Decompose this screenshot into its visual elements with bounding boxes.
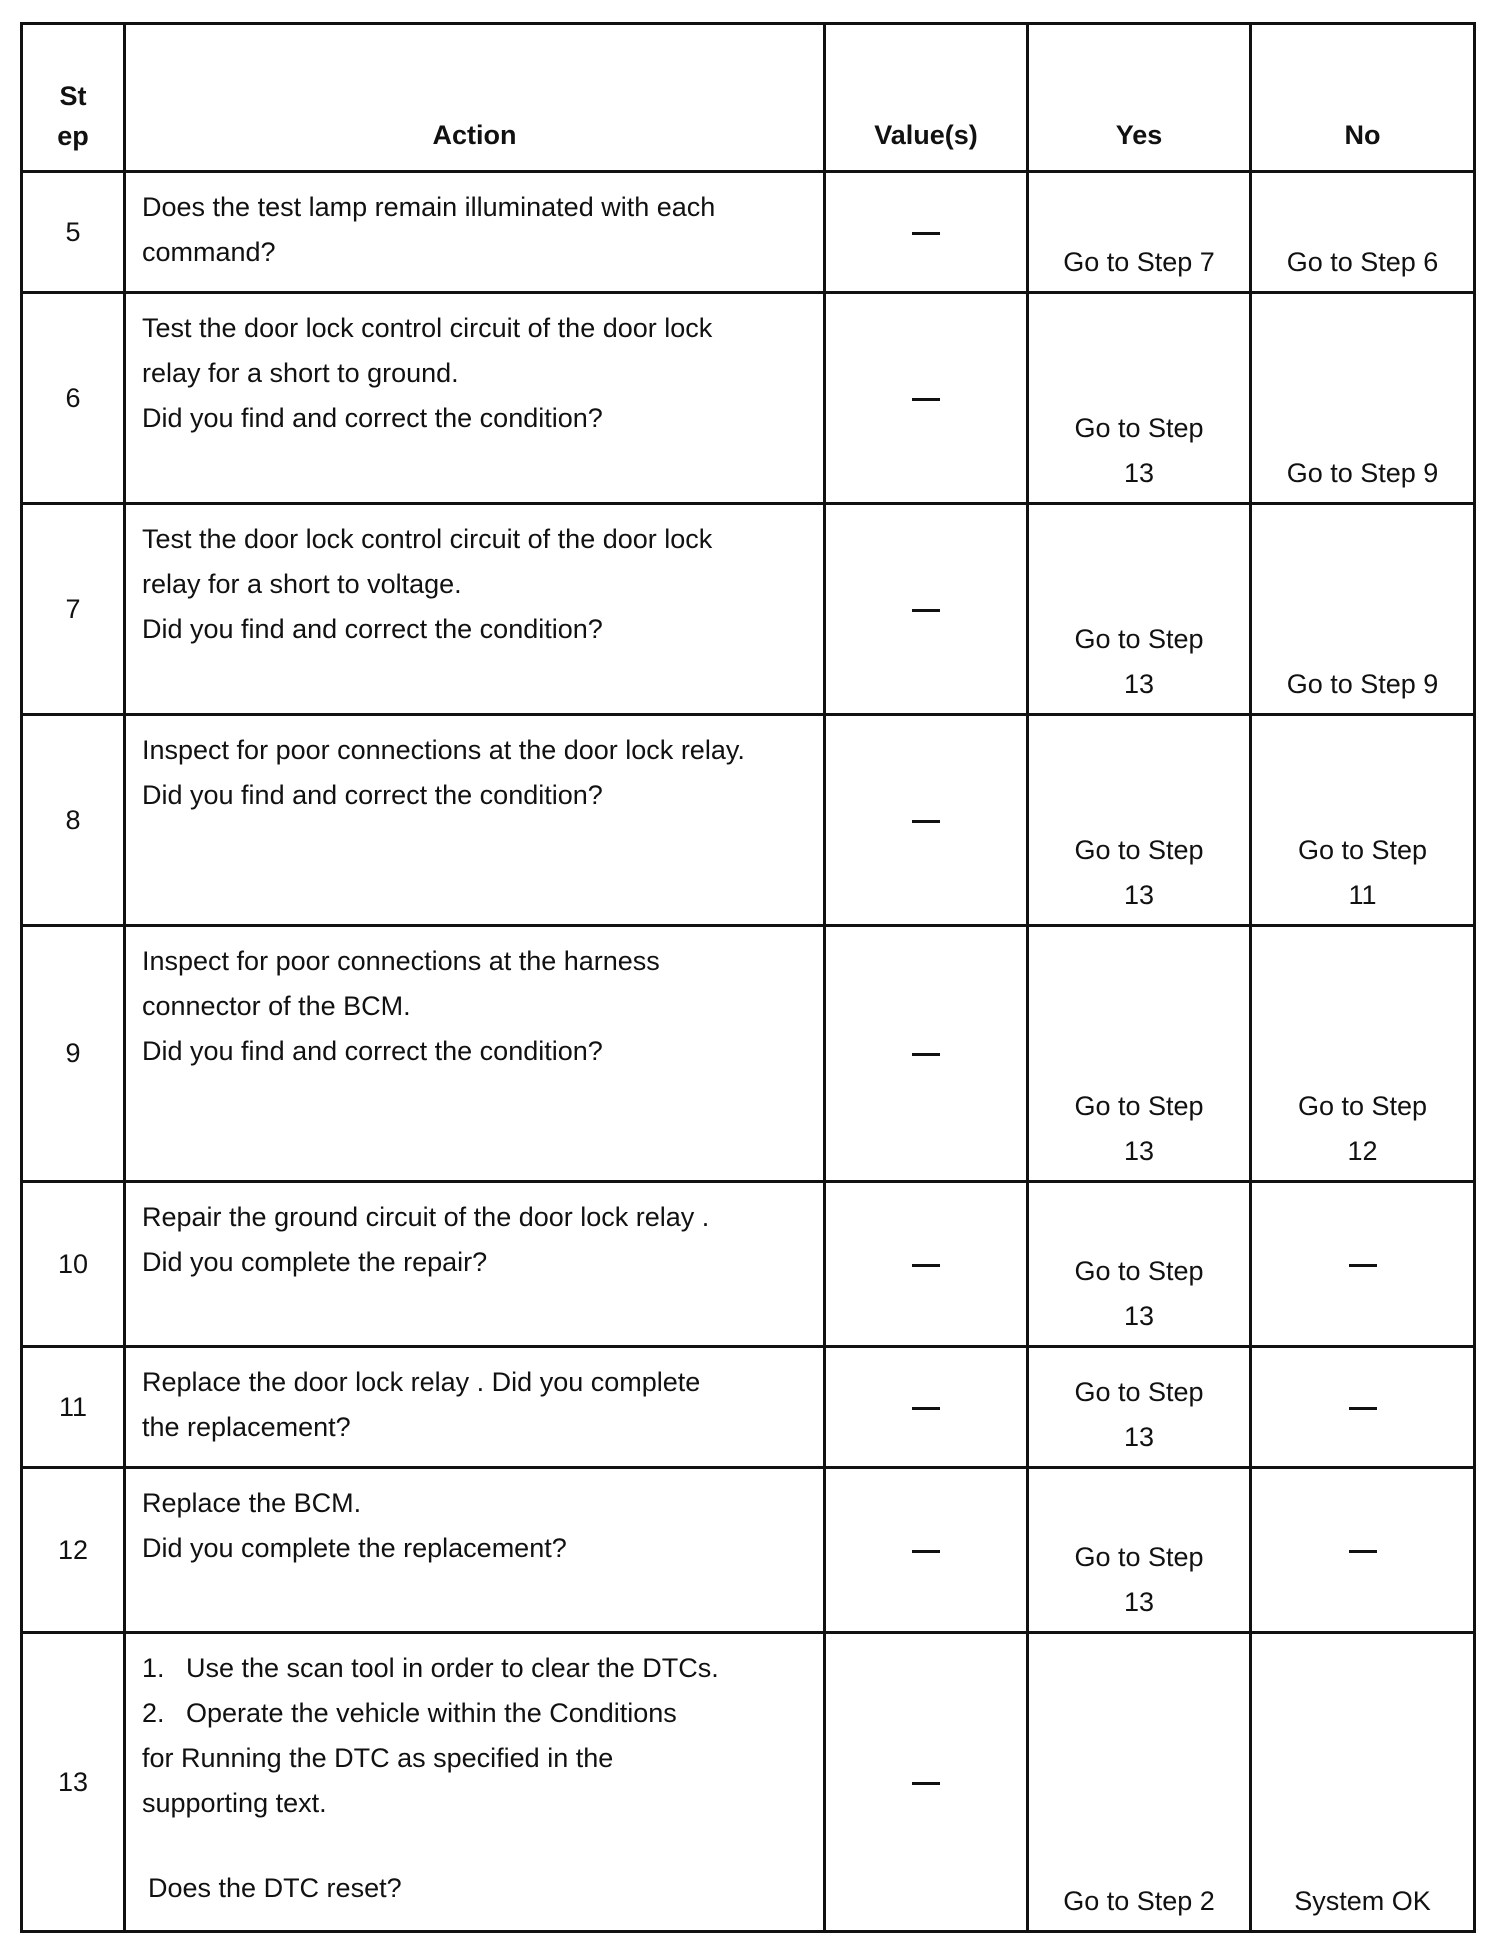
list-number: 1. <box>142 1653 165 1683</box>
dash-mark <box>1349 1392 1377 1422</box>
dash-mark <box>912 1249 940 1279</box>
action-text-line: Test the door lock control circuit of the door lock <box>142 524 713 554</box>
dash-line <box>912 1264 940 1267</box>
action-text-line: command? <box>142 237 276 267</box>
action-text-line: the replacement? <box>142 1412 351 1442</box>
value-cell <box>825 504 1028 715</box>
header-values: Value(s) <box>825 24 1028 172</box>
value-cell <box>825 715 1028 926</box>
step-number: 12 <box>22 1468 125 1633</box>
table-row <box>22 1347 1475 1468</box>
yes-result-text: Go to Step 7 <box>1063 247 1215 277</box>
action-cell <box>125 504 825 715</box>
dash-mark <box>912 383 940 413</box>
table-row <box>22 1468 1475 1633</box>
table-body <box>22 172 1475 1932</box>
action-cell <box>125 1633 825 1932</box>
step-number: 10 <box>22 1182 125 1347</box>
no-cell <box>1251 1347 1475 1468</box>
action-text-line: Inspect for poor connections at the door lock relay. <box>142 735 745 765</box>
list-text: Operate the vehicle within the Conditions <box>186 1698 677 1728</box>
action-cell <box>125 1347 825 1468</box>
action-text-line: Did you find and correct the condition? <box>142 403 603 433</box>
step-number: 9 <box>22 926 125 1182</box>
list-number: 2. <box>142 1698 165 1728</box>
no-cell <box>1251 293 1475 504</box>
yes-result-text: Go to Step <box>1074 1091 1204 1121</box>
value-cell <box>825 293 1028 504</box>
action-cell <box>125 715 825 926</box>
no-cell <box>1251 504 1475 715</box>
no-result-text: 12 <box>1347 1136 1378 1166</box>
value-cell <box>825 1347 1028 1468</box>
dash-mark <box>912 1767 940 1797</box>
dash-line <box>912 820 940 823</box>
value-cell <box>825 926 1028 1182</box>
dash-mark <box>1349 1249 1377 1279</box>
dash-line <box>912 1782 940 1785</box>
yes-cell <box>1028 1182 1251 1347</box>
action-text-line: Does the test lamp remain illuminated with each <box>142 192 716 222</box>
no-result-text: System OK <box>1294 1886 1431 1916</box>
action-cell <box>125 926 825 1182</box>
action-text-line: Did you complete the replacement? <box>142 1533 567 1563</box>
table-row <box>22 172 1475 293</box>
dash-mark <box>912 1392 940 1422</box>
action-cell <box>125 293 825 504</box>
dash-mark <box>912 217 940 247</box>
table-row <box>22 715 1475 926</box>
no-result-text: 11 <box>1348 880 1377 910</box>
table-row <box>22 1633 1475 1932</box>
header-row <box>22 24 1475 172</box>
no-result-text: Go to Step 9 <box>1286 458 1439 488</box>
yes-cell <box>1028 1468 1251 1633</box>
action-text-line: relay for a short to voltage. <box>142 569 462 599</box>
action-list-item <box>142 1646 813 1691</box>
no-result-text: Go to Step <box>1297 835 1428 865</box>
action-text-line: Did you find and correct the condition? <box>142 780 603 810</box>
action-cell <box>125 1182 825 1347</box>
no-result-text: Go to Step 6 <box>1286 247 1439 277</box>
no-cell <box>1251 1468 1475 1633</box>
table-row <box>22 926 1475 1182</box>
no-cell <box>1251 172 1475 293</box>
action-text-line: Replace the door lock relay . Did you complete <box>142 1367 701 1397</box>
yes-cell <box>1028 926 1251 1182</box>
value-cell <box>825 1182 1028 1347</box>
value-cell <box>825 1468 1028 1633</box>
yes-cell <box>1028 293 1251 504</box>
yes-cell <box>1028 172 1251 293</box>
table-row <box>22 504 1475 715</box>
yes-result-text: 13 <box>1123 1587 1155 1617</box>
yes-cell <box>1028 1633 1251 1932</box>
dash-line <box>912 1550 940 1553</box>
action-text-line: supporting text. <box>142 1788 327 1818</box>
table-row <box>22 293 1475 504</box>
dash-line <box>912 398 940 401</box>
dash-mark <box>912 594 940 624</box>
action-text-line: connector of the BCM. <box>142 991 411 1021</box>
dash-mark <box>1349 1535 1377 1565</box>
yes-result-text: 13 <box>1123 1136 1155 1166</box>
dash-mark <box>912 1535 940 1565</box>
yes-result-text: Go to Step <box>1074 1377 1204 1407</box>
yes-cell <box>1028 504 1251 715</box>
action-cell <box>125 1468 825 1633</box>
no-cell <box>1251 926 1475 1182</box>
yes-result-text: Go to Step <box>1074 413 1204 443</box>
table-row <box>22 1182 1475 1347</box>
action-text-line <box>142 1826 813 1866</box>
yes-result-text: Go to Step <box>1074 624 1204 654</box>
header-no: No <box>1251 24 1475 172</box>
step-number: 6 <box>22 293 125 504</box>
header-step: St ep <box>22 24 125 172</box>
yes-result-text: Go to Step <box>1074 1542 1204 1572</box>
dash-line <box>912 609 940 612</box>
dash-line <box>1349 1550 1377 1553</box>
yes-cell <box>1028 715 1251 926</box>
yes-result-text: Go to Step <box>1074 1256 1204 1286</box>
action-text-line: Does the DTC reset? <box>148 1873 402 1903</box>
dash-line <box>1349 1407 1377 1410</box>
yes-result-text: 13 <box>1123 1422 1155 1452</box>
action-list-item <box>142 1691 813 1736</box>
no-result-text: Go to Step <box>1297 1091 1428 1121</box>
step-number: 7 <box>22 504 125 715</box>
dash-line <box>912 1053 940 1056</box>
action-text-line: Did you find and correct the condition? <box>142 1036 603 1066</box>
dash-line <box>1349 1264 1377 1267</box>
action-text-line: Replace the BCM. <box>142 1488 362 1518</box>
action-text-line: for Running the DTC as specified in the <box>142 1743 614 1773</box>
step-number: 5 <box>22 172 125 293</box>
action-text-line: Did you complete the repair? <box>142 1247 488 1277</box>
step-number: 8 <box>22 715 125 926</box>
action-text-line: Test the door lock control circuit of the door lock <box>142 313 713 343</box>
value-cell <box>825 1633 1028 1932</box>
yes-result-text: 13 <box>1123 669 1155 699</box>
value-cell <box>825 172 1028 293</box>
header-action: Action <box>125 24 825 172</box>
yes-result-text: Go to Step <box>1074 835 1204 865</box>
action-cell <box>125 172 825 293</box>
yes-result-text: 13 <box>1123 458 1155 488</box>
diagnostic-table <box>20 22 1476 1933</box>
dash-mark <box>912 1038 940 1068</box>
dash-mark <box>912 805 940 835</box>
dash-line <box>912 1407 940 1410</box>
list-text: Use the scan tool in order to clear the DTCs. <box>186 1653 719 1683</box>
no-result-text: Go to Step 9 <box>1286 669 1439 699</box>
no-cell <box>1251 1182 1475 1347</box>
yes-cell <box>1028 1347 1251 1468</box>
yes-result-text: 13 <box>1123 880 1155 910</box>
header-yes: Yes <box>1028 24 1251 172</box>
yes-result-text: Go to Step 2 <box>1063 1886 1215 1916</box>
no-cell <box>1251 715 1475 926</box>
no-cell <box>1251 1633 1475 1932</box>
action-text-line: Inspect for poor connections at the harness <box>142 946 660 976</box>
yes-result-text: 13 <box>1123 1301 1155 1331</box>
action-text-line: Repair the ground circuit of the door lock relay . <box>142 1202 710 1232</box>
action-text-line: relay for a short to ground. <box>142 358 459 388</box>
dash-line <box>912 232 940 235</box>
step-number: 11 <box>22 1347 125 1468</box>
action-text-line: Did you find and correct the condition? <box>142 614 603 644</box>
step-number: 13 <box>22 1633 125 1932</box>
